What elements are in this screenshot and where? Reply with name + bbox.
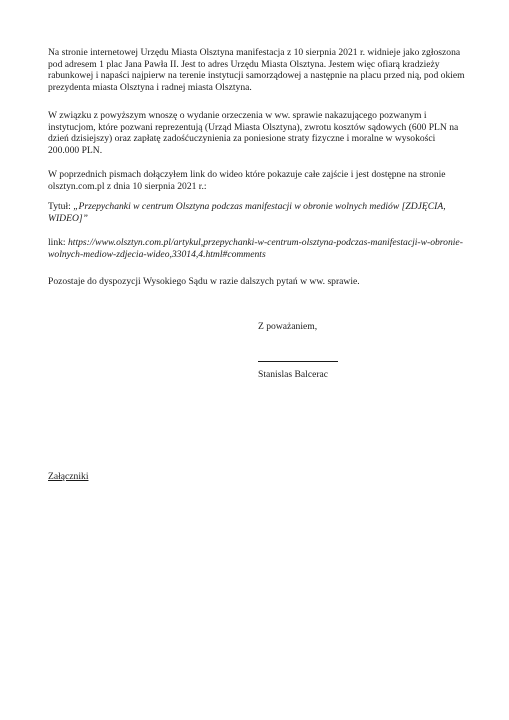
- video-link: [48, 237, 468, 260]
- attachments-heading: Załączniki: [48, 471, 89, 482]
- video-title: [48, 201, 468, 224]
- video-title-label: Tytuł:: [48, 201, 74, 212]
- video-link-label: link:: [48, 237, 68, 248]
- paragraph-video-reference: W poprzednich pismach dołączyłem link do wideo które pokazuje całe zajście i jest dostępne na stronie olsztyn.com.pl z dnia 10 sierpnia 2021 r.:: [48, 169, 446, 192]
- paragraph-request: W związku z powyższym wnoszę o wydanie orzeczenia w ww. sprawie nakazującego pozwanym i instytucjom, które pozwani reprezentują (Urząd Miasta Olsztyna), zwrotu kosztów sądowych (600 PLN na dzień dzisiejszy) oraz zapłatę zadośćuczynienia za poniesione straty fizyczne i moralne w wysokości 200.000 PLN.: [48, 110, 459, 156]
- signature-line: [258, 361, 338, 362]
- video-title-text: „Przepychanki w centrum Olsztyna podczas manifestacji w obronie wolnych mediów [ZDJĘCIA, WIDEO]”: [48, 201, 446, 224]
- paragraph-closing-statement: Pozostaje do dyspozycji Wysokiego Sądu w razie dalszych pytań w ww. sprawie.: [48, 276, 360, 287]
- signature-name: Stanislas Balcerac: [258, 369, 329, 380]
- video-link-url[interactable]: https://www.olsztyn.com.pl/artykul,przepychanki-w-centrum-olsztyna-podczas-manifestacji-w-obronie-wolnych-mediow-zdjecia-wideo,33014,4.html#comments: [48, 237, 463, 260]
- closing-salutation: Z poważaniem,: [258, 321, 318, 332]
- paragraph-incident: Na stronie internetowej Urzędu Miasta Olsztyna manifestacja z 10 sierpnia 2021 r. widnieje jako zgłoszona pod adresem 1 plac Jana Pawła II. Jest to adres Urzędu Miasta Olsztyna. Jestem więc ofiarą kradzieży rabunkowej i napaści najpierw na terenie instytucji samorządowej a następnie na placu przed nią, pod okiem prezydenta miasta Olsztyna i radnej miasta Olsztyna.: [48, 47, 465, 93]
